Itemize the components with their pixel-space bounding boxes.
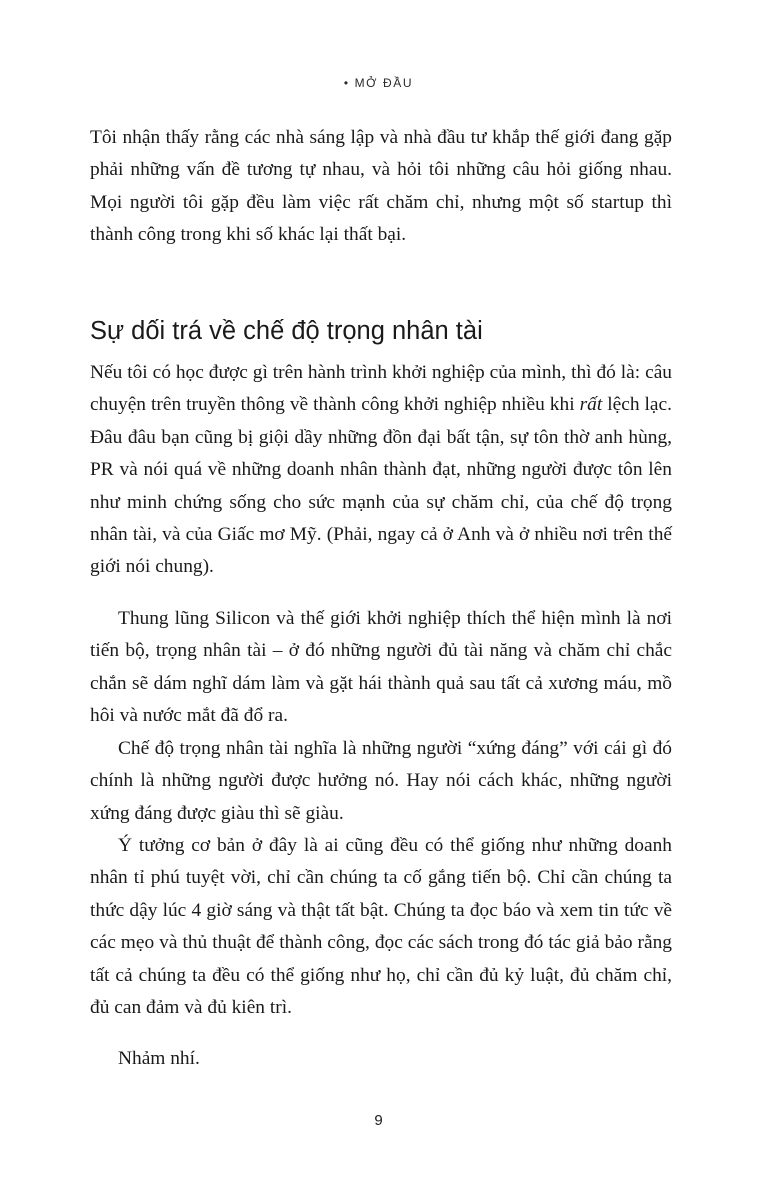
paragraph-1-text-start: Nếu tôi có học được gì trên hành trình khởi nghiệp của mình, thì đó là: câu chuyện trên truyền thông về thành công khởi nghiệp nhiều khi bbox=[90, 362, 672, 416]
section-paragraph-4: Ý tưởng cơ bản ở đây là ai cũng đều có thể giống như những doanh nhân tỉ phú tuyệt vời, chỉ cần chúng ta cố gắng tiến bộ. Chỉ cần chúng ta thức dậy lúc 4 giờ sáng và thật tất bật. Chúng ta đọc báo và xem tin tức về các mẹo và thủ thuật để thành công, đọc các sách trong đó tác giả bảo rằng tất cả chúng ta đều có thể giống như họ, chỉ cần đủ kỷ luật, đủ chăm chỉ, đủ can đảm và đủ kiên trì. bbox=[90, 835, 672, 1019]
section-paragraph-2: Thung lũng Silicon và thế giới khởi nghiệp thích thể hiện mình là nơi tiến bộ, trọng nhân tài – ở đó những người đủ tài năng và chăm chỉ chắc chắn sẽ dám nghĩ dám làm và gặt hái thành quả sau tất cả xương máu, mồ hôi và nước mắt đã đổ ra. bbox=[90, 608, 672, 727]
page-number: 9 bbox=[374, 1112, 383, 1129]
emphasis-word: rất bbox=[579, 394, 603, 416]
section-paragraph-3: Chế độ trọng nhân tài nghĩa là những người “xứng đáng” với cái gì đó chính là những người được hưởng nó. Hay nói cách khác, những người xứng đáng được giàu thì sẽ giàu. bbox=[90, 738, 672, 824]
running-header: • MỞ ĐẦU bbox=[343, 76, 414, 90]
section-heading: Sự dối trá về chế độ trọng nhân tài bbox=[90, 317, 483, 345]
paragraph-1-text-end: lệch lạc. Đâu đâu bạn cũng bị giội dầy những đồn đại bất tận, sự tôn thờ anh hùng, PR và nói quá về những doanh nhân thành đạt, những người được tôn lên như minh chứng sống cho sức mạnh của sự chăm chỉ, của chế độ trọng nhân tài, và của Giấc mơ Mỹ. (Phải, ngay cả ở Anh và ở nhiều nơi trên thế giới nói chung). bbox=[90, 394, 672, 578]
section-paragraph-5: Nhảm nhí. bbox=[118, 1048, 200, 1069]
section-paragraph-1 bbox=[90, 357, 672, 584]
intro-paragraph: Tôi nhận thấy rằng các nhà sáng lập và nhà đầu tư khắp thế giới đang gặp phải những vấn đề tương tự nhau, và hỏi tôi những câu hỏi giống nhau. Mọi người tôi gặp đều làm việc rất chăm chỉ, nhưng một số startup thì thành công trong khi số khác lại thất bại. bbox=[90, 127, 672, 246]
